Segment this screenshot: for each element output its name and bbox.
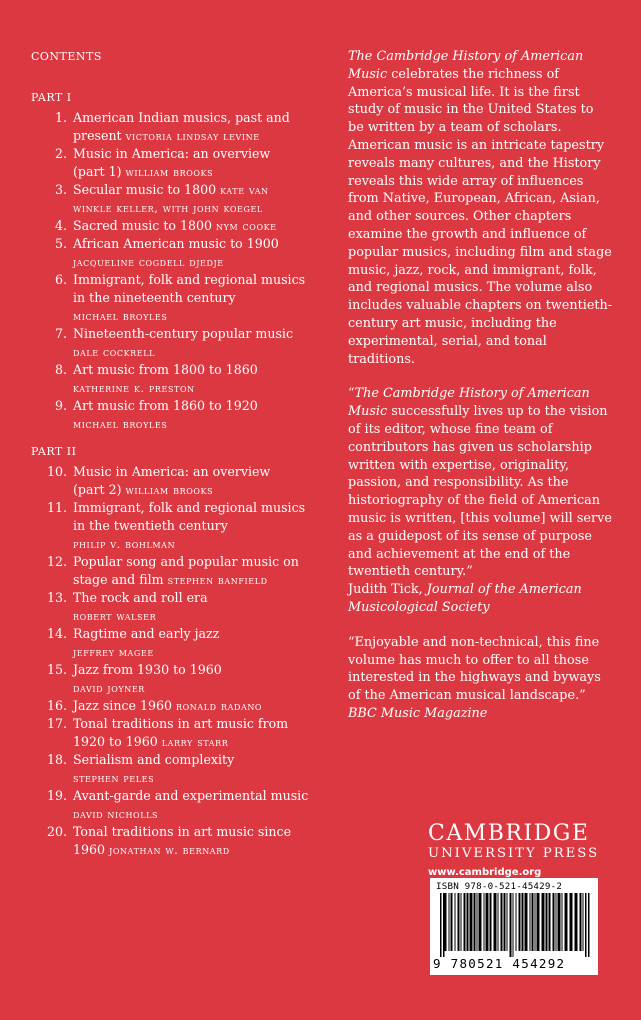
toc-line bbox=[73, 415, 321, 433]
toc-item-number: 20. bbox=[46, 824, 67, 839]
contents-part bbox=[31, 445, 321, 859]
barcode-bar bbox=[440, 893, 442, 957]
chapter-author: david nicholls bbox=[73, 807, 159, 821]
toc-line bbox=[73, 499, 321, 517]
toc-item bbox=[31, 361, 321, 397]
chapter-title: Tonal traditions in art music since bbox=[73, 824, 292, 839]
chapter-author: jeffrey magee bbox=[73, 645, 154, 659]
chapter-title: Immigrant, folk and regional musics bbox=[73, 272, 306, 287]
barcode-bar bbox=[575, 893, 578, 951]
toc-item-body bbox=[73, 361, 321, 397]
toc-item bbox=[31, 181, 321, 217]
review-2-attribution-source: BBC Music Magazine bbox=[348, 705, 488, 721]
toc-item-body bbox=[73, 217, 321, 235]
chapter-title: Tonal traditions in art music from bbox=[73, 716, 289, 731]
chapter-author: ronald radano bbox=[176, 699, 263, 713]
chapter-author: robert walser bbox=[73, 609, 157, 623]
contents-part bbox=[31, 91, 321, 433]
toc-line bbox=[73, 253, 321, 271]
chapter-author: stephen banfield bbox=[167, 573, 268, 587]
barcode-bar bbox=[470, 893, 473, 951]
toc-item-number: 17. bbox=[46, 716, 67, 731]
toc-item bbox=[31, 109, 321, 145]
chapter-author: jacqueline cogdell djedje bbox=[73, 255, 224, 269]
toc-item-number: 13. bbox=[46, 590, 67, 605]
publisher-name: CAMBRIDGE bbox=[428, 821, 590, 846]
toc-line bbox=[73, 325, 321, 343]
chapter-author: william brooks bbox=[125, 483, 214, 497]
toc-line bbox=[73, 661, 321, 679]
chapter-title: present bbox=[73, 128, 126, 143]
toc-line bbox=[73, 607, 321, 625]
chapter-title: 1920 to 1960 bbox=[73, 734, 162, 749]
barcode-bar bbox=[519, 893, 521, 951]
toc-item-body bbox=[73, 697, 321, 715]
barcode-bar bbox=[479, 893, 482, 951]
toc-line bbox=[73, 343, 321, 361]
chapter-author: jonathan w. bernard bbox=[109, 843, 230, 857]
barcode-bar bbox=[535, 893, 536, 951]
chapter-title: Nineteenth-century popular music bbox=[73, 326, 294, 341]
chapter-author: katherine k. preston bbox=[73, 381, 195, 395]
barcode-bar bbox=[498, 893, 499, 951]
toc-line bbox=[73, 553, 321, 571]
chapter-title: in the nineteenth century bbox=[73, 290, 236, 305]
barcode-bar bbox=[530, 893, 531, 951]
toc-item bbox=[31, 325, 321, 361]
barcode-icon bbox=[440, 893, 590, 957]
toc-line bbox=[73, 751, 321, 769]
barcode-bar bbox=[558, 893, 561, 951]
toc-line bbox=[73, 733, 321, 751]
toc-line bbox=[73, 589, 321, 607]
chapter-title: Avant-garde and experimental music bbox=[73, 788, 309, 803]
barcode-bar bbox=[588, 893, 590, 957]
barcode-box bbox=[430, 878, 598, 975]
barcode-bar bbox=[494, 893, 497, 951]
barcode-bar bbox=[443, 893, 445, 957]
toc-item bbox=[31, 499, 321, 553]
toc-line bbox=[73, 109, 321, 127]
chapter-title: Art music from 1800 to 1860 bbox=[73, 362, 258, 377]
contents-parts bbox=[31, 91, 321, 859]
toc-item-body bbox=[73, 463, 321, 499]
toc-item-body bbox=[73, 145, 321, 181]
toc-item-body bbox=[73, 499, 321, 553]
toc-item bbox=[31, 589, 321, 625]
barcode-bar bbox=[532, 893, 534, 951]
publisher-url: www.cambridge.org bbox=[428, 867, 542, 878]
barcode-bar bbox=[516, 893, 517, 951]
blurb-text: celebrates the richness of America’s musical life. It is the first study of music in the United States to be written by a team of scholars. American music is an intricate tapestry reveals many cultures, and the History reveals this wide array of influences from Native, European, African, Asian, and other sources. Other chapters examine the growth and influence of popular musics, including film and stage music, jazz, rock, and immigrant, folk, and regional musics. The volume also includes valuable chapters on twentieth-century art music, including the experimental, serial, and tonal traditions. bbox=[348, 66, 613, 367]
barcode-bar bbox=[461, 893, 462, 951]
toc-line bbox=[73, 199, 321, 217]
toc-line bbox=[73, 397, 321, 415]
barcode-bar bbox=[583, 893, 584, 951]
toc-item-body bbox=[73, 625, 321, 661]
barcode-bar bbox=[486, 893, 489, 951]
toc-item-number: 6. bbox=[54, 272, 67, 287]
toc-item bbox=[31, 697, 321, 715]
toc-line bbox=[73, 307, 321, 325]
toc-line bbox=[73, 379, 321, 397]
toc-item bbox=[31, 397, 321, 433]
barcode-digits: 9 780521 454292 bbox=[433, 956, 566, 971]
barcode-bar bbox=[507, 893, 508, 951]
toc-line bbox=[73, 715, 321, 733]
barcode-bar bbox=[477, 893, 478, 951]
toc-item bbox=[31, 823, 321, 859]
toc-item-number: 19. bbox=[46, 788, 67, 803]
review-1-text: successfully lives up to the vision of its editor, whose fine team of contributors has given us scholarship written with expertise, originality, passion, and responsibility. As the historiography of the field of American music is written, [this volume] will serve as a guidepost of its sense of purpose and achievement at the end of the twentieth century.” bbox=[348, 404, 612, 580]
toc-item bbox=[31, 625, 321, 661]
contents-heading: CONTENTS bbox=[31, 50, 102, 63]
toc-item bbox=[31, 751, 321, 787]
chapter-author: kate van bbox=[220, 183, 269, 197]
toc-line bbox=[73, 235, 321, 253]
barcode-bar bbox=[522, 893, 524, 951]
toc-line bbox=[73, 805, 321, 823]
toc-item-body bbox=[73, 661, 321, 697]
toc-line bbox=[73, 625, 321, 643]
barcode-bar bbox=[570, 893, 573, 951]
publisher-press: UNIVERSITY PRESS bbox=[428, 846, 600, 861]
toc-item bbox=[31, 217, 321, 235]
chapter-title: Art music from 1860 to 1920 bbox=[73, 398, 258, 413]
toc-line bbox=[73, 163, 321, 181]
chapter-title: Popular song and popular music on bbox=[73, 554, 299, 569]
barcode-bar bbox=[510, 893, 512, 957]
barcode-bar bbox=[467, 893, 469, 951]
chapter-title: Music in America: an overview bbox=[73, 464, 271, 479]
chapter-title: The rock and roll era bbox=[73, 590, 208, 605]
toc-item-number: 9. bbox=[54, 398, 67, 413]
toc-line bbox=[73, 481, 321, 499]
toc-item-number: 2. bbox=[54, 146, 67, 161]
chapter-title: Immigrant, folk and regional musics bbox=[73, 500, 306, 515]
chapter-author: larry starr bbox=[161, 735, 229, 749]
chapter-author: michael broyles bbox=[73, 417, 168, 431]
barcode-bar bbox=[580, 893, 582, 951]
barcode-bar bbox=[501, 893, 503, 951]
chapter-author: winkle keller, with john koegel bbox=[73, 201, 263, 215]
barcode-bar bbox=[504, 893, 506, 951]
toc-item-body bbox=[73, 553, 321, 589]
barcode-bar bbox=[549, 893, 551, 951]
review-1-attribution-name: Judith Tick, bbox=[348, 582, 427, 598]
barcode-bar bbox=[455, 893, 456, 951]
barcode-bar bbox=[553, 893, 555, 951]
barcode-bar bbox=[449, 893, 450, 951]
toc-item-body bbox=[73, 235, 321, 271]
toc-line bbox=[73, 145, 321, 163]
chapter-title: Sacred music to 1800 bbox=[73, 218, 217, 233]
chapter-title: (part 2) bbox=[73, 482, 126, 497]
chapter-author: victoria lindsay levine bbox=[125, 129, 260, 143]
toc-item-number: 16. bbox=[46, 698, 67, 713]
toc-item-body bbox=[73, 751, 321, 787]
barcode-bar bbox=[556, 893, 557, 951]
toc-line bbox=[73, 217, 321, 235]
toc-line bbox=[73, 841, 321, 859]
toc-line bbox=[73, 181, 321, 199]
toc-line bbox=[73, 769, 321, 787]
barcode-bar bbox=[513, 893, 514, 957]
toc-line bbox=[73, 289, 321, 307]
chapter-title: African American music to 1900 bbox=[73, 236, 279, 251]
barcode-bar bbox=[546, 893, 548, 951]
toc-item-number: 1. bbox=[54, 110, 67, 125]
barcode-bar bbox=[484, 893, 485, 951]
chapter-title: stage and film bbox=[73, 572, 168, 587]
contents-column bbox=[31, 50, 321, 871]
toc-item-number: 15. bbox=[46, 662, 67, 677]
toc-item-body bbox=[73, 325, 321, 361]
toc-item-body bbox=[73, 181, 321, 217]
toc-line bbox=[73, 823, 321, 841]
toc-item-body bbox=[73, 589, 321, 625]
chapter-author: philip v. bohlman bbox=[73, 537, 176, 551]
barcode-bar bbox=[565, 893, 568, 951]
toc-item bbox=[31, 145, 321, 181]
toc-item bbox=[31, 235, 321, 271]
toc-line bbox=[73, 697, 321, 715]
part-label: PART II bbox=[31, 445, 77, 458]
toc-line bbox=[73, 679, 321, 697]
toc-item-number: 4. bbox=[54, 218, 67, 233]
review-1-open-quote: “ bbox=[348, 386, 355, 402]
chapter-title: Jazz since 1960 bbox=[73, 698, 176, 713]
toc-line bbox=[73, 271, 321, 289]
toc-item-number: 3. bbox=[54, 182, 67, 197]
toc-line bbox=[73, 463, 321, 481]
chapter-author: stephen peles bbox=[73, 771, 155, 785]
chapter-title: in the twentieth century bbox=[73, 518, 228, 533]
toc-line bbox=[73, 535, 321, 553]
chapter-title: American Indian musics, past and bbox=[73, 110, 290, 125]
blurb-title: The Cambridge History of American Music bbox=[348, 49, 584, 82]
chapter-title: Music in America: an overview bbox=[73, 146, 271, 161]
chapter-author: michael broyles bbox=[73, 309, 168, 323]
chapter-title: Jazz from 1930 to 1960 bbox=[73, 662, 222, 677]
barcode-bar bbox=[562, 893, 563, 951]
barcode-bar bbox=[585, 893, 587, 957]
barcode-bar bbox=[451, 893, 453, 951]
review-1-title: The Cambridge History of American Music bbox=[348, 386, 590, 420]
review-2-text: “Enjoyable and non-technical, this fine volume has much to offer to all those interested in the highways and byways of the American musical landscape.” bbox=[348, 634, 601, 704]
barcode-bar bbox=[458, 893, 460, 951]
toc-line bbox=[73, 643, 321, 661]
chapter-title: (part 1) bbox=[73, 164, 126, 179]
barcode-bar bbox=[542, 893, 545, 951]
toc-line bbox=[73, 361, 321, 379]
toc-line bbox=[73, 571, 321, 589]
chapter-author: david joyner bbox=[73, 681, 145, 695]
toc-item bbox=[31, 463, 321, 499]
toc-item-number: 14. bbox=[46, 626, 67, 641]
chapter-author: william brooks bbox=[125, 165, 214, 179]
description-column bbox=[348, 48, 613, 740]
toc-item bbox=[31, 787, 321, 823]
toc-item-number: 7. bbox=[54, 326, 67, 341]
publisher-logo bbox=[428, 822, 608, 878]
chapter-title: Serialism and complexity bbox=[73, 752, 235, 767]
chapter-author: nym cooke bbox=[216, 219, 277, 233]
chapter-title: 1960 bbox=[73, 842, 110, 857]
toc-line bbox=[73, 517, 321, 535]
toc-item bbox=[31, 661, 321, 697]
toc-item-number: 5. bbox=[54, 236, 67, 251]
toc-item-number: 8. bbox=[54, 362, 67, 377]
barcode-bar bbox=[445, 893, 447, 951]
toc-item-number: 11. bbox=[46, 500, 67, 515]
toc-item bbox=[31, 553, 321, 589]
toc-item-body bbox=[73, 715, 321, 751]
toc-line bbox=[73, 127, 321, 145]
toc-item-body bbox=[73, 823, 321, 859]
toc-item-body bbox=[73, 109, 321, 145]
chapter-title: Secular music to 1800 bbox=[73, 182, 221, 197]
toc-line bbox=[73, 787, 321, 805]
part-label: PART I bbox=[31, 91, 72, 104]
chapter-title: Ragtime and early jazz bbox=[73, 626, 220, 641]
blurb-paragraph bbox=[348, 48, 613, 368]
toc-item bbox=[31, 271, 321, 325]
toc-item-number: 10. bbox=[46, 464, 67, 479]
isbn-text: ISBN 978-0-521-45429-2 bbox=[436, 881, 563, 892]
chapter-author: dale cockrell bbox=[73, 345, 156, 359]
barcode-bar bbox=[490, 893, 492, 951]
toc-item-number: 12. bbox=[46, 554, 67, 569]
barcode-bar bbox=[474, 893, 476, 951]
toc-item-body bbox=[73, 271, 321, 325]
toc-item bbox=[31, 715, 321, 751]
review-1 bbox=[348, 385, 613, 616]
toc-item-body bbox=[73, 787, 321, 823]
barcode-bar bbox=[537, 893, 540, 951]
barcode-bar bbox=[525, 893, 528, 951]
toc-item-number: 18. bbox=[46, 752, 67, 767]
review-2 bbox=[348, 634, 613, 723]
barcode-bar bbox=[464, 893, 466, 951]
review-1-attribution-source: Journal of the American Musicological Society bbox=[348, 582, 582, 615]
toc-item-body bbox=[73, 397, 321, 433]
